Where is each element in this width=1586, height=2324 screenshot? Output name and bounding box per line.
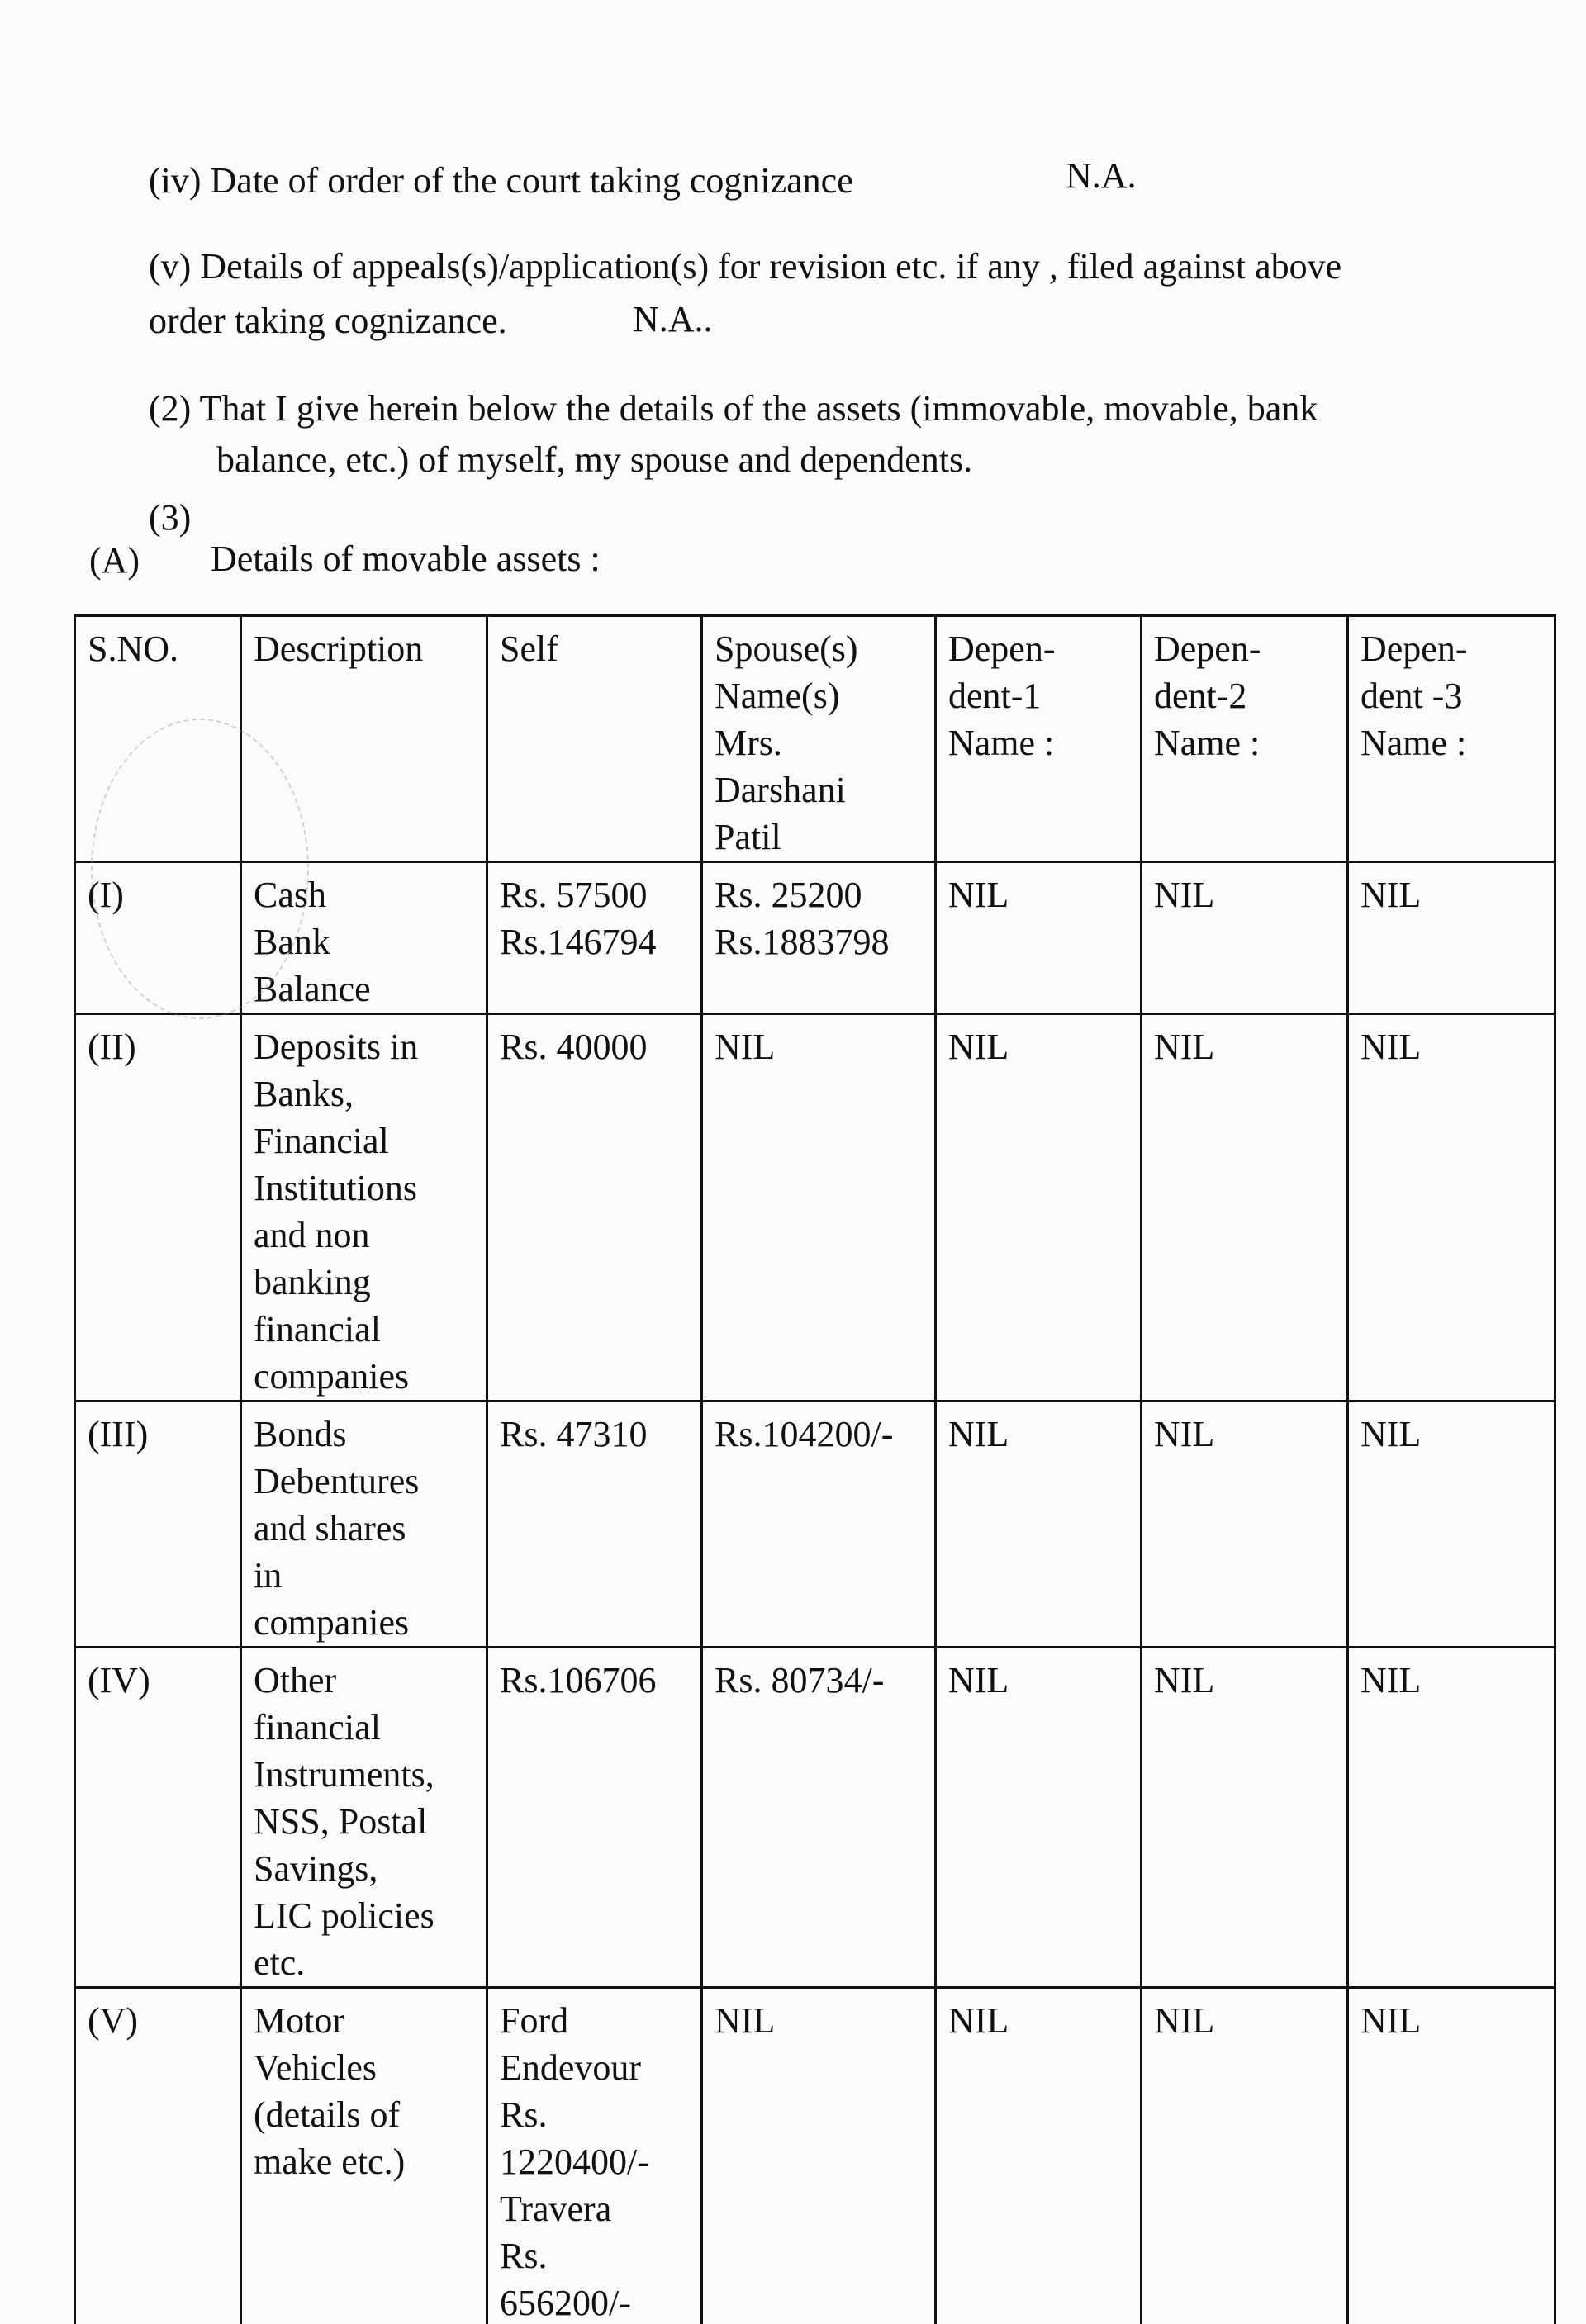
- dependent-1-cell: [936, 1988, 1142, 2324]
- dependent-1-cell: [936, 1648, 1142, 1988]
- table-row: [75, 1988, 1555, 2324]
- dependent-3-cell-line: NIL: [1360, 2000, 1422, 2041]
- description-cell-line: banking: [254, 1262, 371, 1302]
- sno-cell-line: (III): [88, 1414, 149, 1454]
- description-cell-line: Financial: [254, 1121, 389, 1161]
- header-cell: [936, 616, 1142, 862]
- dependent-2-cell-line: NIL: [1154, 1027, 1215, 1067]
- description-cell-line: Bank: [254, 922, 330, 962]
- spouse-cell-line: Rs.1883798: [715, 922, 890, 962]
- dependent-3-cell: [1348, 862, 1555, 1014]
- header-cell-line: Spouse(s): [715, 628, 858, 669]
- description-cell-line: and non: [254, 1215, 370, 1255]
- spouse-cell: [702, 1648, 936, 1988]
- description-cell-line: Banks,: [254, 1074, 354, 1114]
- self-cell-line: Rs. 57500: [500, 875, 648, 915]
- dependent-1-cell: [936, 1014, 1142, 1402]
- spouse-cell-line: NIL: [715, 1027, 776, 1067]
- description-cell-line: Other: [254, 1660, 337, 1700]
- description-cell-line: and shares: [254, 1508, 406, 1549]
- header-cell-line: Depen-: [1360, 628, 1468, 669]
- self-cell-line: Endevour: [500, 2047, 642, 2088]
- self-cell-line: Rs.: [500, 2094, 548, 2135]
- item-2-line2: balance, etc.) of myself, my spouse and dependents.: [216, 439, 973, 480]
- description-cell-line: Savings,: [254, 1848, 378, 1889]
- dependent-1-cell: [936, 862, 1142, 1014]
- header-cell-line: Self: [500, 628, 558, 669]
- sno-cell: [75, 1988, 241, 2324]
- dependent-1-cell-line: NIL: [948, 875, 1009, 915]
- item-iv-value: N.A.: [1066, 155, 1137, 196]
- spouse-cell: [702, 1014, 936, 1402]
- self-cell: [487, 862, 702, 1014]
- dependent-2-cell: [1142, 1402, 1348, 1648]
- description-cell-line: in: [254, 1555, 283, 1596]
- self-cell-line: Travera: [500, 2189, 612, 2229]
- dependent-3-cell-line: NIL: [1360, 1027, 1422, 1067]
- description-cell: [241, 1648, 487, 1988]
- header-cell-line: Name :: [1154, 723, 1261, 763]
- sno-cell-line: (I): [88, 875, 124, 915]
- dependent-2-cell: [1142, 1014, 1348, 1402]
- description-cell-line: Deposits in: [254, 1027, 419, 1067]
- item-2-line1: (2) That I give herein below the details of the assets (immovable, movable, bank: [149, 388, 1318, 429]
- self-cell-line: Rs.: [500, 2236, 548, 2276]
- dependent-3-cell: [1348, 1988, 1555, 2324]
- description-cell-line: (details of: [254, 2094, 401, 2135]
- description-cell-line: Motor: [254, 2000, 344, 2041]
- item-3: (3): [149, 497, 192, 538]
- official-stamp: [91, 719, 309, 1019]
- dependent-2-cell-line: NIL: [1154, 1414, 1215, 1454]
- description-cell-line: Bonds: [254, 1414, 347, 1454]
- description-cell-line: Instruments,: [254, 1754, 434, 1795]
- header-cell-line: Darshani: [715, 770, 846, 810]
- description-cell-line: Cash: [254, 875, 326, 915]
- header-cell-line: dent-2: [1154, 676, 1247, 716]
- sno-cell-line: (IV): [88, 1660, 150, 1700]
- self-cell-line: 1220400/-: [500, 2141, 649, 2182]
- dependent-3-cell: [1348, 1648, 1555, 1988]
- self-cell: [487, 1402, 702, 1648]
- item-iv-label: (iv) Date of order of the court taking cognizance: [149, 160, 853, 201]
- dependent-1-cell-line: NIL: [948, 2000, 1009, 2041]
- sno-cell-line: (V): [88, 2000, 139, 2041]
- self-cell: [487, 1648, 702, 1988]
- header-cell-line: dent -3: [1360, 676, 1463, 716]
- table-row: [75, 1014, 1555, 1402]
- table-row: [75, 1648, 1555, 1988]
- self-cell-line: Rs.106706: [500, 1660, 657, 1700]
- table-row: [75, 1402, 1555, 1648]
- dependent-3-cell-line: NIL: [1360, 1414, 1422, 1454]
- header-cell: [487, 616, 702, 862]
- spouse-cell-line: NIL: [715, 2000, 776, 2041]
- description-cell-line: companies: [254, 1602, 410, 1643]
- header-cell-line: Name :: [1360, 723, 1467, 763]
- description-cell-line: companies: [254, 1356, 410, 1397]
- header-cell-line: Description: [254, 628, 424, 669]
- dependent-3-cell: [1348, 1014, 1555, 1402]
- description-cell-line: financial: [254, 1707, 381, 1748]
- header-cell: [1142, 616, 1348, 862]
- spouse-cell-line: Rs.104200/-: [715, 1414, 894, 1454]
- self-cell-line: 656200/-: [500, 2283, 631, 2323]
- sno-cell: [75, 1648, 241, 1988]
- self-cell: [487, 1014, 702, 1402]
- dependent-1-cell-line: NIL: [948, 1414, 1009, 1454]
- item-v-value: N.A..: [633, 299, 713, 339]
- header-cell-line: S.NO.: [88, 628, 179, 669]
- sno-cell-line: (II): [88, 1027, 136, 1067]
- dependent-1-cell-line: NIL: [948, 1660, 1009, 1700]
- item-v-line1: (v) Details of appeals(s)/application(s) for revision etc. if any , filed against above: [149, 246, 1342, 287]
- self-cell-line: Rs. 40000: [500, 1027, 648, 1067]
- description-cell-line: LIC policies: [254, 1895, 434, 1936]
- description-cell-line: Debentures: [254, 1461, 420, 1501]
- dependent-2-cell: [1142, 862, 1348, 1014]
- header-cell: [1348, 616, 1555, 862]
- dependent-2-cell: [1142, 1648, 1348, 1988]
- spouse-cell: [702, 1988, 936, 2324]
- dependent-2-cell-line: NIL: [1154, 1660, 1215, 1700]
- section-a-label: (A): [89, 540, 140, 581]
- description-cell-line: Balance: [254, 969, 371, 1009]
- description-cell-line: NSS, Postal: [254, 1801, 428, 1842]
- section-a-title: Details of movable assets :: [211, 538, 601, 579]
- dependent-1-cell-line: NIL: [948, 1027, 1009, 1067]
- self-cell-line: Ford: [500, 2000, 569, 2041]
- spouse-cell-line: Rs. 25200: [715, 875, 862, 915]
- spouse-cell: [702, 1402, 936, 1648]
- description-cell-line: etc.: [254, 1942, 306, 1983]
- dependent-2-cell-line: NIL: [1154, 875, 1215, 915]
- sno-cell: [75, 1014, 241, 1402]
- description-cell: [241, 1402, 487, 1648]
- spouse-cell: [702, 862, 936, 1014]
- header-cell-line: Patil: [715, 817, 781, 857]
- dependent-3-cell: [1348, 1402, 1555, 1648]
- description-cell: [241, 1988, 487, 2324]
- dependent-2-cell: [1142, 1988, 1348, 2324]
- dependent-2-cell-line: NIL: [1154, 2000, 1215, 2041]
- spouse-cell-line: Rs. 80734/-: [715, 1660, 885, 1700]
- description-cell: [241, 1014, 487, 1402]
- item-v-line2: order taking cognizance.: [149, 301, 507, 341]
- self-cell-line: Rs. 47310: [500, 1414, 648, 1454]
- header-cell-line: Depen-: [1154, 628, 1261, 669]
- dependent-1-cell: [936, 1402, 1142, 1648]
- description-cell-line: financial: [254, 1309, 381, 1349]
- dependent-3-cell-line: NIL: [1360, 875, 1422, 915]
- dependent-3-cell-line: NIL: [1360, 1660, 1422, 1700]
- header-cell-line: Name(s): [715, 676, 840, 716]
- self-cell: [487, 1988, 702, 2324]
- description-cell-line: Vehicles: [254, 2047, 378, 2088]
- header-cell-line: Mrs.: [715, 723, 782, 763]
- description-cell-line: Institutions: [254, 1168, 418, 1208]
- header-cell-line: Name :: [948, 723, 1055, 763]
- header-cell-line: dent-1: [948, 676, 1042, 716]
- sno-cell: [75, 1402, 241, 1648]
- header-cell: [702, 616, 936, 862]
- header-cell-line: Depen-: [948, 628, 1056, 669]
- description-cell-line: make etc.): [254, 2141, 406, 2182]
- self-cell-line: Rs.146794: [500, 922, 657, 962]
